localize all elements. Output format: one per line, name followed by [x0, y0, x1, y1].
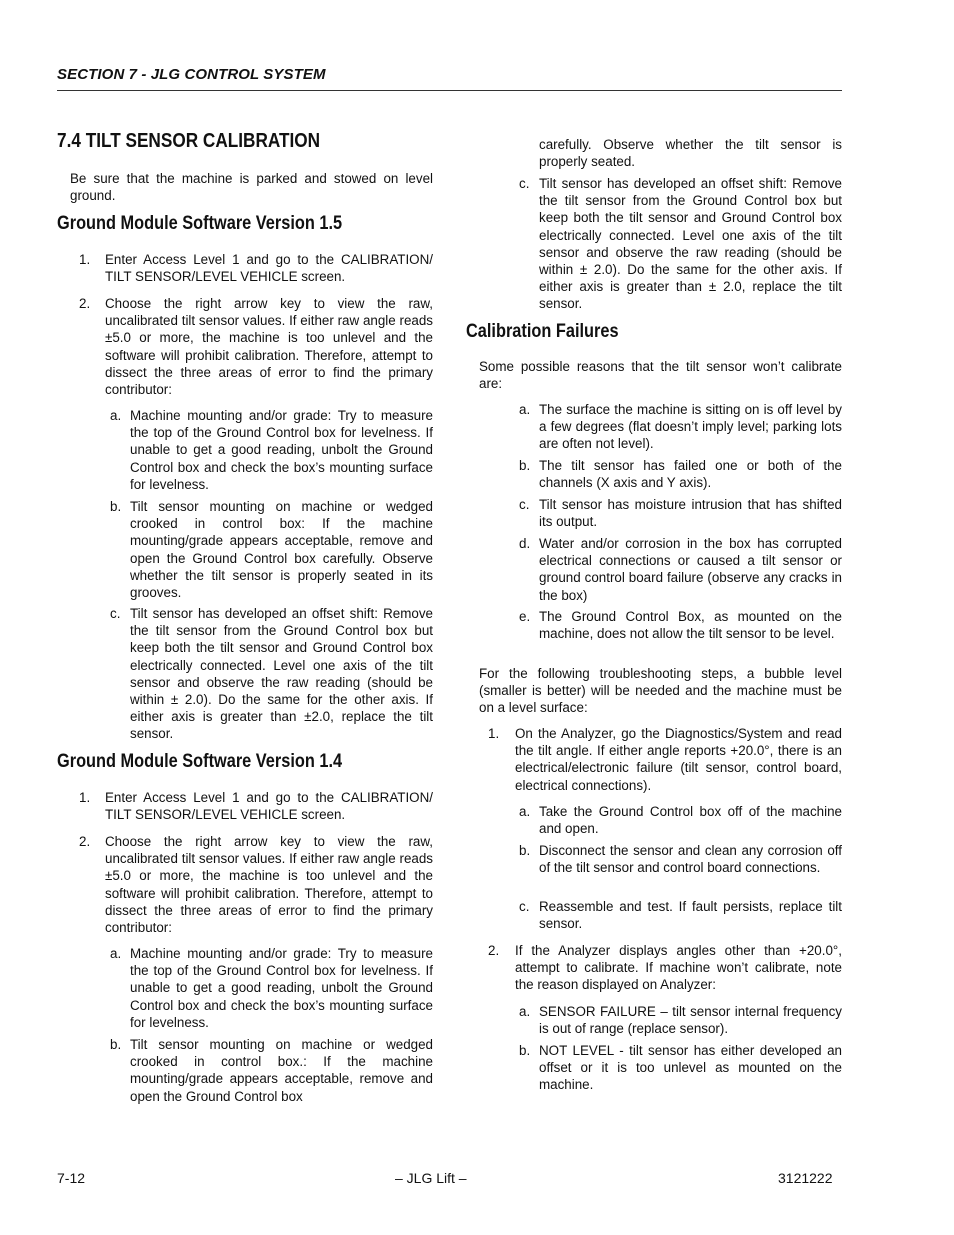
list-text: Take the Ground Control box off of the machine and open. [539, 804, 842, 837]
list-number: 2. [488, 943, 500, 958]
list-text: SENSOR FAILURE – tilt sensor internal frequency is out of range (replace sensor). [539, 1004, 842, 1037]
list-item [110, 605, 433, 743]
list-text: Tilt sensor mounting on machine or wedged crooked in control box.: If the machine mounting/grade appears acceptable, remove and open the Ground Control box [130, 1037, 433, 1104]
list-text: Tilt sensor has developed an offset shift: Remove the tilt sensor from the Ground Control box but keep both the tilt sensor and Ground Control box electrically connected. Level one axis of the tilt sensor and observe the raw reading (should be within ± 2.0). Do the same for the other axis. If either axis is greater than ± 2.0, replace the tilt sensor. [539, 176, 842, 312]
list-item [519, 401, 842, 453]
list-item [519, 898, 842, 932]
list-text: Tilt sensor has moisture intrusion that has shifted its output. [539, 497, 842, 530]
list-item [519, 803, 842, 837]
list-item [110, 945, 433, 1031]
list-number: 1. [79, 790, 91, 805]
list-item [79, 251, 433, 285]
list-text: Disconnect the sensor and clean any corrosion off of the tilt sensor and control board connections. [539, 843, 842, 876]
list-item [79, 789, 433, 823]
list-letter: b. [110, 499, 122, 514]
list-letter: c. [519, 899, 530, 914]
list-letter: a. [519, 402, 531, 417]
list-item [110, 1036, 433, 1105]
list-item [519, 457, 842, 491]
section-title: 7.4 TILT SENSOR CALIBRATION [57, 130, 321, 152]
list-text: Enter Access Level 1 and go to the CALIBRATION/ TILT SENSOR/LEVEL VEHICLE screen. [105, 790, 433, 823]
list-letter: b. [110, 1037, 122, 1052]
list-item [519, 496, 842, 530]
list-text: The tilt sensor has failed one or both of the channels (X axis and Y axis). [539, 458, 842, 491]
intro-paragraph: Be sure that the machine is parked and stowed on level ground. [70, 171, 433, 204]
list-number: 2. [79, 296, 91, 311]
troubleshooting-intro: For the following troubleshooting steps, a bubble level (smaller is better) will be needed and the machine must be on a level surface: [479, 666, 842, 716]
list-text: Machine mounting and/or grade: Try to measure the top of the Ground Control box for levelness. If unable to get a good reading, unbolt the Ground Control box and check the box’s mounting surface for levelness. [130, 946, 433, 1030]
list-text: Water and/or corrosion in the box has corrupted electrical connections or caused a tilt sensor or ground control board failure (observe any cracks in the box) [539, 536, 842, 603]
list-text: If the Analyzer displays angles other than +20.0°, attempt to calibrate. If machine won’t calibrate, note the reason displayed on Analyzer: [515, 943, 842, 993]
list-item [79, 295, 433, 398]
list-number: 1. [488, 726, 500, 741]
continued-text: carefully. Observe whether the tilt sensor is properly seated. [539, 137, 842, 170]
heading-version-1-4: Ground Module Software Version 1.4 [57, 751, 343, 772]
list-letter: b. [519, 1043, 531, 1058]
failures-intro: Some possible reasons that the tilt sensor won’t calibrate are: [479, 359, 842, 392]
list-number: 1. [79, 252, 91, 267]
footer-publisher: – JLG Lift – [395, 1170, 467, 1186]
section-header: SECTION 7 - JLG CONTROL SYSTEM [57, 66, 326, 83]
heading-version-1-5: Ground Module Software Version 1.5 [57, 213, 343, 234]
list-text: Machine mounting and/or grade: Try to measure the top of the Ground Control box for levelness. If unable to get a good reading, unbolt the Ground Control box and check the box’s mounting surface for levelness. [130, 408, 433, 492]
list-letter: b. [519, 458, 531, 473]
list-text: Reassemble and test. If fault persists, replace tilt sensor. [539, 899, 842, 932]
list-text: Tilt sensor has developed an offset shift: Remove the tilt sensor from the Ground Control box but keep both the tilt sensor and Ground Control box electrically connected. Level one axis of the tilt sensor and observe the raw reading (should be within ± 2.0). Do the same for the other axis. If either axis is greater than ±2.0, replace the tilt sensor. [130, 606, 433, 742]
list-letter: a. [519, 1004, 531, 1019]
document-number: 3121222 [778, 1170, 833, 1186]
list-item [519, 175, 842, 313]
list-text: NOT LEVEL - tilt sensor has either developed an offset or it is too unlevel as mounted on the machine. [539, 1043, 842, 1093]
list-letter: d. [519, 536, 531, 551]
page-number: 7-12 [57, 1170, 86, 1186]
heading-calibration-failures: Calibration Failures [466, 321, 619, 342]
list-letter: a. [110, 408, 122, 423]
header-rule [57, 90, 842, 91]
list-letter: b. [519, 843, 531, 858]
list-text: Tilt sensor mounting on machine or wedged crooked in control box: If the machine mounting/grade appears acceptable, remove and open the Ground Control box carefully. Observe whether the tilt sensor is properly seated in its grooves. [130, 499, 433, 601]
list-item [488, 942, 842, 994]
list-letter: e. [519, 609, 531, 624]
list-item [519, 608, 842, 642]
list-item [79, 833, 433, 936]
list-item [110, 407, 433, 493]
list-letter: a. [110, 946, 122, 961]
list-text: Enter Access Level 1 and go to the CALIBRATION/ TILT SENSOR/LEVEL VEHICLE screen. [105, 252, 433, 285]
list-text: Choose the right arrow key to view the raw, uncalibrated tilt sensor values. If either raw angle reads ±5.0 or more, the machine is too unlevel and the software will prohibit calibration. Therefore, attempt to dissect the three areas of error to find the primary contributor: [105, 296, 433, 398]
list-number: 2. [79, 834, 91, 849]
list-letter: a. [519, 804, 531, 819]
list-item [488, 725, 842, 794]
list-item [519, 842, 842, 876]
list-text: Choose the right arrow key to view the raw, uncalibrated tilt sensor values. If either raw angle reads ±5.0 or more, the machine is too unlevel and the software will prohibit calibration. Therefore, attempt to dissect the three areas of error to find the primary contributor: [105, 834, 433, 936]
list-text: The Ground Control Box, as mounted on the machine, does not allow the tilt sensor to be level. [539, 609, 842, 642]
list-text: The surface the machine is sitting on is off level by a few degrees (flat doesn’t imply level; parking lots are often not level). [539, 402, 842, 452]
list-letter: c. [110, 606, 121, 621]
list-item [110, 498, 433, 601]
list-text: On the Analyzer, go the Diagnostics/System and read the tilt angle. If either angle reports +20.0°, there is an electrical/electronic failure (tilt sensor, control board, electrical connections). [515, 726, 842, 793]
list-letter: c. [519, 497, 530, 512]
list-item [519, 1042, 842, 1094]
list-letter: c. [519, 176, 530, 191]
list-item [519, 535, 842, 604]
list-item [519, 1003, 842, 1037]
